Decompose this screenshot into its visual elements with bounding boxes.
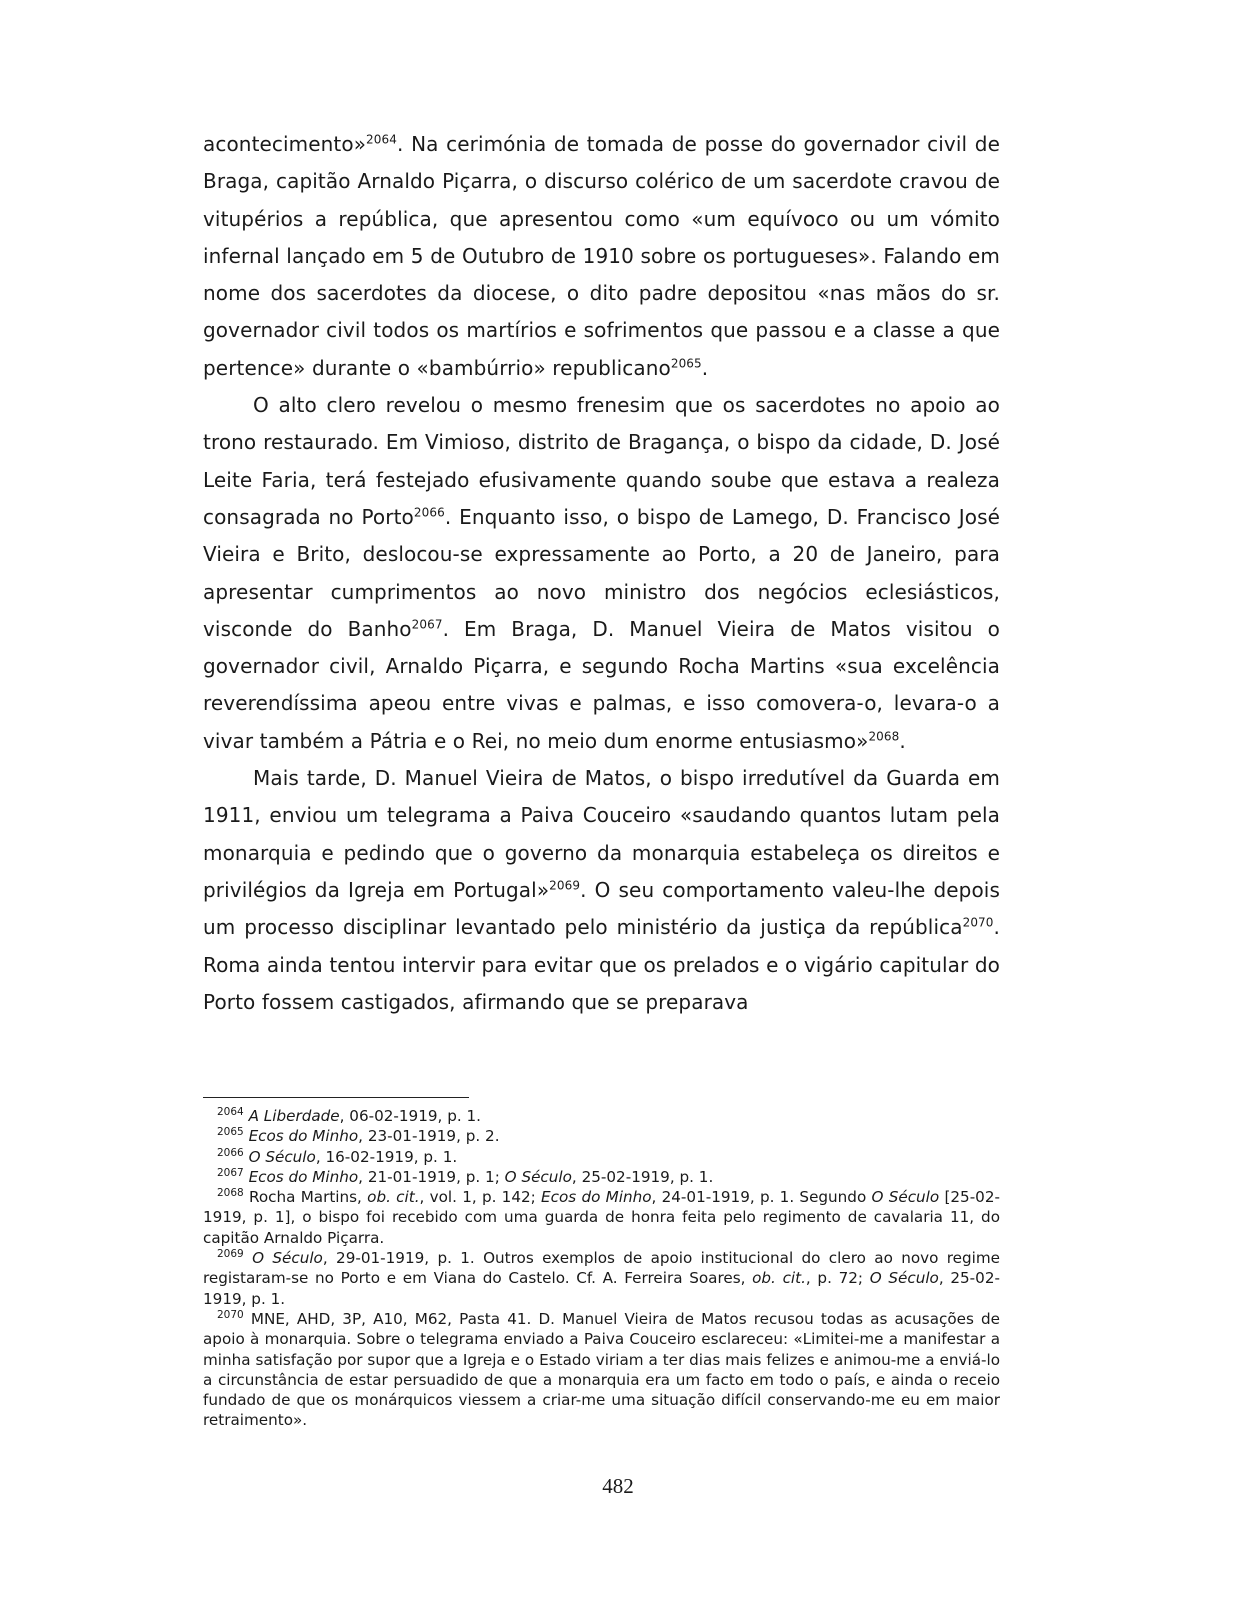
footnote-ref-2070[interactable]: 2070 — [962, 915, 994, 930]
text-run: . — [701, 355, 709, 380]
footnote-number: 2064 — [217, 1105, 244, 1118]
footnote-text: , 25-02-1919, p. 1. — [203, 1269, 1000, 1308]
text-run: . O seu comportamento valeu-lhe depois um processo disciplinar levantado pelo ministério da justiça da república — [203, 877, 1000, 940]
footnote-text: , 25-02-1919, p. 1. — [571, 1167, 714, 1186]
footnote-number: 2069 — [217, 1248, 244, 1261]
text-run: acontecimento» — [203, 132, 367, 156]
paragraph-1 — [203, 126, 1000, 387]
paragraph-2 — [203, 387, 1000, 760]
footnote-ref-2067[interactable]: 2067 — [411, 617, 443, 632]
paragraph-3 — [203, 760, 1000, 1021]
text-run: . Em Braga, D. Manuel Vieira de Matos visitou o governador civil, Arnaldo Piçarra, e segundo Rocha Martins «sua excelência reverendíssima apeou entre vivas e palmas, e isso comovera-o, levara-o a vivar também a Pátria e o Rei, no meio dum enorme entusiasmo» — [203, 616, 1000, 753]
text-run: Mais tarde, D. Manuel Vieira de Matos, o bispo irredutível da Guarda em 1911, enviou um telegrama a Paiva Couceiro «saudando quantos lutam pela monarquia e pedindo que o governo da monarquia estabeleça os direitos e privilégios da Igreja em Portugal» — [203, 766, 1000, 902]
footnote-ref-2068[interactable]: 2068 — [868, 729, 900, 744]
footnote-ref-2066[interactable]: 2066 — [413, 505, 445, 520]
source-title: ob. cit. — [752, 1269, 806, 1288]
footnote-2065 — [203, 1126, 1000, 1146]
footnote-number: 2065 — [217, 1126, 244, 1139]
footnote-ref-2064[interactable]: 2064 — [366, 132, 397, 147]
source-title: O Século — [871, 1188, 940, 1207]
footnote-2069 — [203, 1248, 1000, 1309]
footnote-2068 — [203, 1187, 1000, 1248]
footnote-text: , 24-01-1919, p. 1. Segundo — [651, 1188, 872, 1207]
source-title: Ecos do Minho — [541, 1188, 652, 1207]
footnote-separator — [203, 1097, 469, 1098]
footnote-2067 — [203, 1167, 1000, 1187]
text-run: O alto clero revelou o mesmo frenesim que os sacerdotes no apoio ao trono restaurado. Em Vimioso, distrito de Bragança, o bispo da cidade, D. José Leite Faria, terá festejado efusivamente quando soube que estava a realeza consagrada no Porto — [203, 393, 1000, 529]
footnote-text: [25-02-1919, p. 1], o bispo foi recebido com uma guarda de honra feita pelo regimento de cavalaria 11, do capitão Arnaldo Piçarra. — [203, 1188, 1000, 1247]
footnote-text: , 21-01-1919, p. 1; — [358, 1167, 505, 1186]
text-run: . — [899, 728, 906, 753]
text-run: . Na cerimónia de tomada de posse do governador civil de Braga, capitão Arnaldo Piçarra, o discurso colérico de um sacerdote cravou de vitupérios a república, que apresentou como «um equívoco ou um vómito infernal lançado em 5 de Outubro de 1910 sobre os portugueses». Falando em nome dos sacerdotes da diocese, o dito padre depositou «nas mãos do sr. governador civil todos os martírios e sofrimentos que passou e a classe a que pertence» durante o «bambúrrio» republicano — [203, 132, 1000, 380]
source-title: Ecos do Minho — [248, 1167, 359, 1186]
text-run: . Roma ainda tentou intervir para evitar que os prelados e o vigário capitular do Porto fossem castigados, afirmando que se preparava — [203, 915, 1000, 1014]
footnote-2070 — [203, 1309, 1000, 1431]
footnote-number: 2066 — [217, 1146, 244, 1159]
footnote-number: 2068 — [217, 1187, 244, 1200]
main-text — [203, 126, 1000, 1021]
page-number: 482 — [602, 1474, 634, 1498]
text-run: . Enquanto isso, o bispo de Lamego, D. Francisco José Vieira e Brito, deslocou-se expressamente ao Porto, a 20 de Janeiro, para apresentar cumprimentos ao novo ministro dos negócios eclesiásticos, visconde do Banho — [203, 504, 1000, 641]
footnote-ref-2069[interactable]: 2069 — [549, 878, 581, 893]
footnote-text: MNE, AHD, 3P, A10, M62, Pasta 41. D. Manuel Vieira de Matos recusou todas as acusações de apoio à monarquia. Sobre o telegrama enviado a Paiva Couceiro esclareceu: «Limitei-me a manifestar a minha satisfação por supor que a Igreja e o Estado viriam a ter dias mais felizes e animou-me a enviá-lo a circunstância de estar persuadido de que a monarquia era um facto em todo o país, e ainda o receio fundado de que os monárquicos viessem a criar-me uma situação difícil conservando-me eu em maior retraimento». — [203, 1309, 1000, 1430]
source-title: A Liberdade — [248, 1107, 340, 1125]
source-title: O Século — [869, 1269, 939, 1288]
footnote-text: , 29-01-1919, p. 1. Outros exemplos de apoio institucional do clero ao novo regime registaram-se no Porto e em Viana do Castelo. Cf. A. Ferreira Soares, — [203, 1249, 1000, 1288]
source-title: O Século — [248, 1147, 316, 1166]
source-title: Ecos do Minho — [248, 1127, 359, 1146]
footnote-text: , p. 72; — [805, 1269, 870, 1288]
footnote-text: , 16-02-1919, p. 1. — [315, 1147, 458, 1166]
footnote-text: , 06-02-1919, p. 1. — [339, 1107, 481, 1125]
footnote-2066 — [203, 1147, 1000, 1167]
footnote-number: 2070 — [217, 1308, 244, 1321]
footnote-text: Rocha Martins, — [243, 1188, 368, 1207]
footnote-text: , 23-01-1919, p. 2. — [358, 1127, 500, 1146]
footnote-number: 2067 — [217, 1166, 244, 1179]
source-title: O Século — [504, 1167, 572, 1186]
footnote-text: , vol. 1, p. 142; — [419, 1188, 542, 1207]
footnote-ref-2065[interactable]: 2065 — [670, 356, 702, 371]
source-title: O Século — [252, 1249, 323, 1268]
footnote-2064 — [203, 1106, 1000, 1126]
footnotes — [203, 1106, 1000, 1431]
source-title: ob. cit. — [367, 1188, 420, 1207]
